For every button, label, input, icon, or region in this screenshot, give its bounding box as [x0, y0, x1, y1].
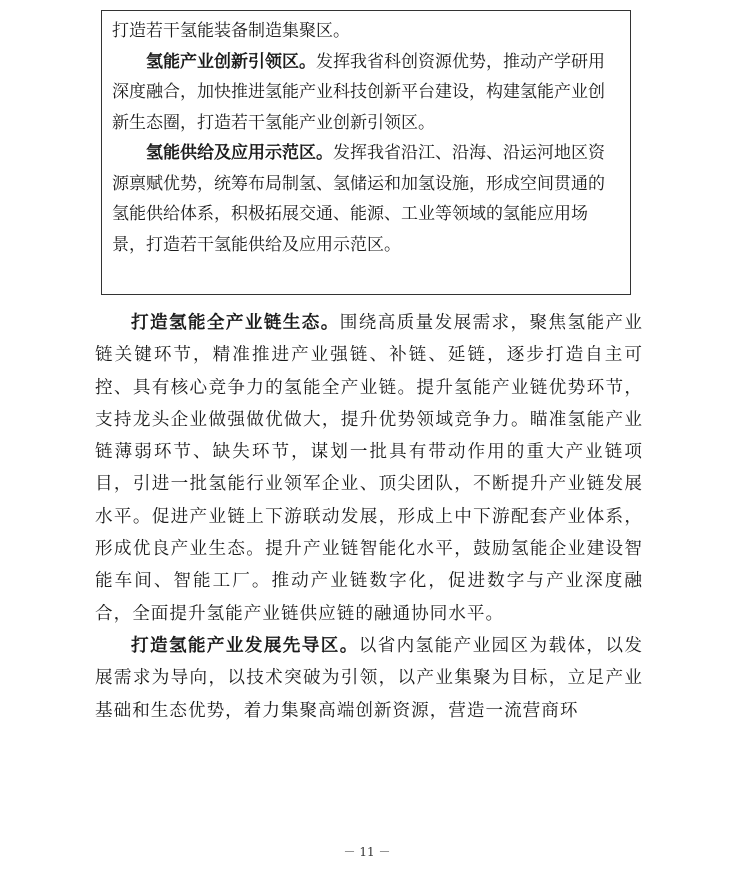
pilot-zone-heading: 打造氢能产业发展先导区。 — [131, 634, 359, 656]
body-text — [95, 307, 643, 727]
box-paragraph-3 — [112, 138, 620, 260]
body-paragraph-1 — [95, 307, 643, 630]
supply-zone-heading: 氢能供给及应用示范区。 — [146, 143, 333, 163]
boxed-section — [101, 10, 631, 295]
supply-zone-text: 发挥我省沿江、沿海、沿运河地区资源禀赋优势，统筹布局制氢、氢储运和加氢设施，形成空间贯通的氢能供给体系，积极拓展交通、能源、工业等领域的氢能应用场景，打造若干氢能供给及应用示范区。 — [112, 143, 605, 255]
innovation-zone-heading: 氢能产业创新引领区。 — [146, 51, 316, 72]
pilot-zone-text: 以省内氢能产业园区为载体，以发展需求为导向，以技术突破为引领，以产业集聚为目标，立足产业基础和生态优势，着力集聚高端创新资源，营造一流营商环 — [95, 635, 643, 721]
industry-chain-text: 围绕高质量发展需求，聚焦氢能产业链关键环节，精准推进产业强链、补链、延链，逐步打造自主可控、具有核心竞争力的氢能全产业链。提升氢能产业链优势环节，支持龙头企业做强做优做大，提升优势领域竞争力。瞄准氢能产业链薄弱环节、缺失环节，谋划一批具有带动作用的重大产业链项目，引进一批氢能行业领军企业、顶尖团队，不断提升产业链发展水平。促进产业链上下游联动发展，形成上中下游配套产业体系，形成优良产业生态。提升产业链智能化水平，鼓励氢能企业建设智能车间、智能工厂。推动产业链数字化，促进数字与产业深度融合，全面提升氢能产业链供应链的融通协同水平。 — [95, 313, 643, 624]
box-paragraph-2 — [112, 47, 620, 139]
innovation-zone-text: 发挥我省科创资源优势，推动产学研用深度融合，加快推进氢能产业科技创新平台建设，构建氢能产业创新生态圈，打造若干氢能产业创新引领区。 — [112, 51, 605, 133]
box-paragraph-1 — [112, 16, 620, 47]
box-line-1: 打造若干氢能装备制造集聚区。 — [112, 21, 350, 41]
industry-chain-heading: 打造氢能全产业链生态。 — [131, 312, 340, 333]
page-number: － 11 － — [343, 845, 391, 859]
body-paragraph-2 — [95, 630, 643, 727]
